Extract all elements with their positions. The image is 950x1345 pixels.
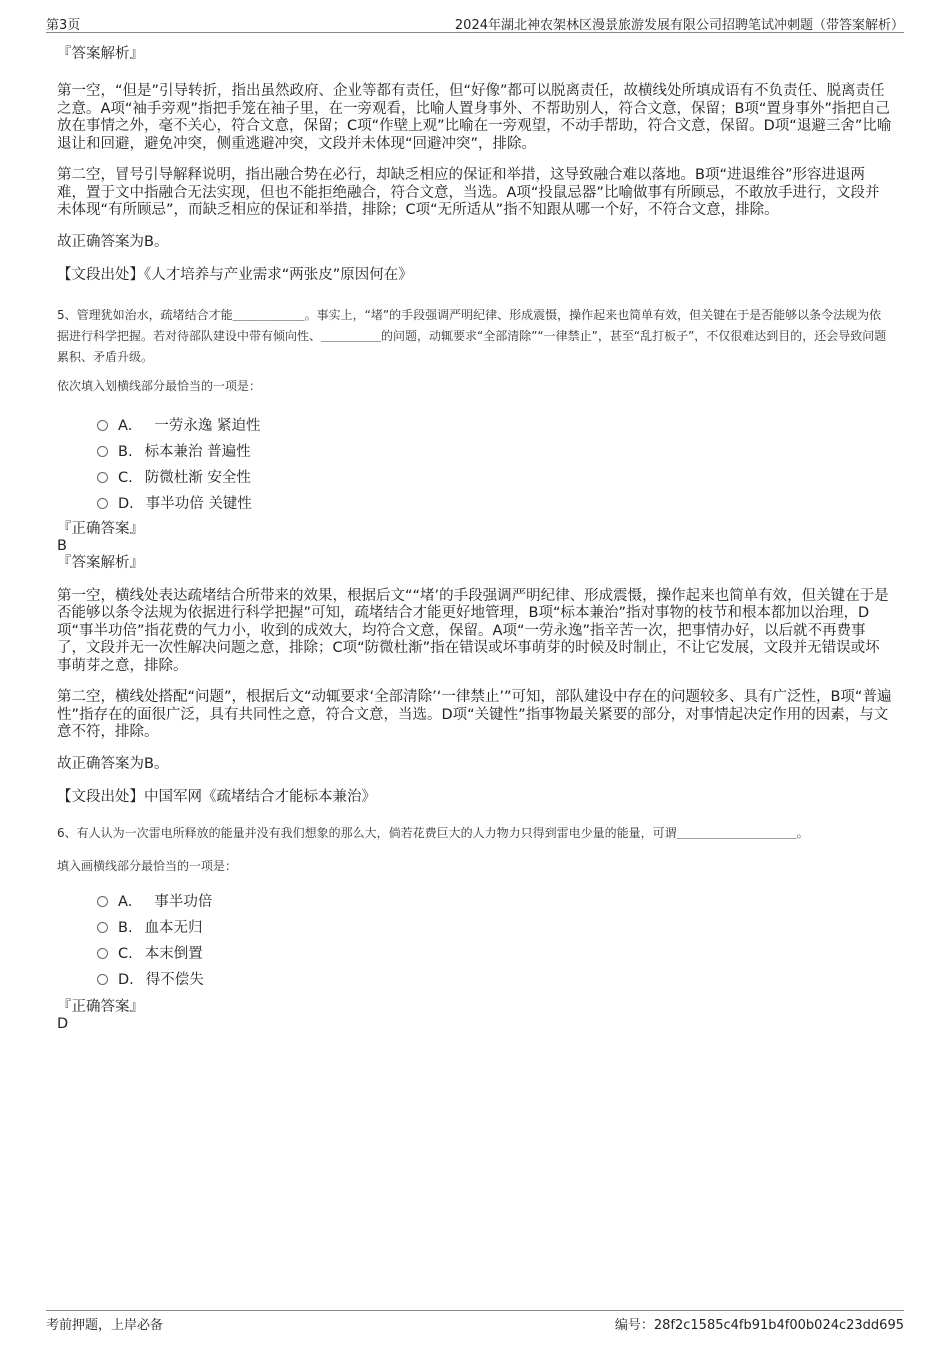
question-stem: 6、有人认为一次雷电所释放的能量并没有我们想象的那么大，倘若花费巨大的人力物力只得到雷电少量的能量，可谓＿＿＿＿＿＿＿＿＿＿。 (57, 825, 809, 840)
analysis-label: 『答案解析』 (57, 554, 144, 571)
radio-icon[interactable] (97, 472, 108, 483)
radio-icon[interactable] (97, 446, 108, 457)
question-prompt: 依次填入划横线部分最恰当的一项是： (57, 378, 262, 393)
answer-conclusion: 故正确答案为B。 (57, 233, 169, 250)
analysis-paragraph: 第二空，冒号引导解释说明，指出融合势在必行，却缺乏相应的保证和举措，这导致融合难以落地。B项“进退维谷”形容进退两难，置于文中指融合无法实现，但也不能拒绝融合，符合文意，当选。A项“投鼠忌器”比喻做事有所顾忌，不敢放手进行，文段并未体现“有所顾忌”，而缺乏相应的保证和举措，排除；C项“无所适从”指不知跟从哪一个好，不符合文意，排除。 (57, 167, 880, 218)
radio-icon[interactable] (97, 498, 108, 509)
radio-icon[interactable] (97, 420, 108, 431)
option-b[interactable]: B. 血本无归 (97, 915, 892, 941)
question-stem: 5、管理犹如治水，疏堵结合才能＿＿＿＿＿＿。事实上，“堵”的手段强调严明纪律、形成震慑，操作起来也简单有效，但关键在于是否能够以条令法规为依据进行科学把握。若对待部队建设中带有倾向性、＿＿＿＿＿的问题，动辄要求“全部清除”“一律禁止”，甚至“乱打板子”，不仅很难达到目的，还会导致问题累积、矛盾升级。 (57, 307, 887, 364)
option-a[interactable]: A． 一劳永逸 紧迫性 (97, 413, 892, 439)
page-footer (46, 1310, 904, 1331)
option-b[interactable]: B. 标本兼治 普遍性 (97, 439, 892, 465)
page-header (46, 12, 904, 33)
answer-conclusion: 故正确答案为B。 (57, 755, 169, 772)
option-a[interactable]: A． 事半功倍 (97, 889, 892, 915)
analysis-paragraph: 第二空，横线处搭配“问题”，根据后文“动辄要求‘全部清除’‘一律禁止’”可知，部队建设中存在的问题较多、具有广泛性，B项“普遍性”指存在的面很广泛，具有共同性之意，符合文意，当选。D项“关键性”指事物最关紧要的部分，对事情起决定作用的因素，与文意不符，排除。 (57, 689, 892, 740)
analysis-label: 『答案解析』 (57, 46, 144, 62)
correct-answer: B (57, 537, 67, 554)
option-c[interactable]: C. 本末倒置 (97, 941, 892, 967)
radio-icon[interactable] (97, 974, 108, 985)
footer-slogan: 考前押题，上岸必备 (46, 1318, 164, 1333)
source-line: 【文段出处】中国军网《疏堵结合才能标本兼治》 (57, 789, 376, 805)
option-list (57, 413, 892, 517)
option-c[interactable]: C. 防微杜渐 安全性 (97, 465, 892, 491)
option-list (57, 889, 892, 993)
option-d[interactable]: D. 事半功倍 关键性 (97, 491, 892, 517)
document-title: 2024年湖北神农架林区漫景旅游发展有限公司招聘笔试冲刺题（带答案解析） (454, 18, 904, 33)
option-d[interactable]: D. 得不偿失 (97, 967, 892, 993)
correct-answer: D (57, 1015, 69, 1032)
question-prompt: 填入画横线部分最恰当的一项是： (57, 858, 238, 873)
page-number: 第3页 (46, 18, 81, 33)
analysis-paragraph: 第一空，横线处表达疏堵结合所带来的效果，根据后文““堵’的手段强调严明纪律、形成震慑，操作起来也简单有效，但关键在于是否能够以条令法规为依据进行科学把握”可知，疏堵结合才能更好地管理，B项“标本兼治”指对事物的枝节和根本都加以治理，D项“事半功倍”指花费的气力小，收到的成效大，均符合文意，保留。A项“一劳永逸”指辛苦一次，把事情办好，以后就不再费事了，文段并无一次性解决问题之意，排除；C项“防微杜渐”指在错误或坏事萌芽的时候及时制止，不让它发展，文段并无错误或坏事萌芽之意，排除。 (57, 587, 889, 674)
radio-icon[interactable] (97, 922, 108, 933)
correct-answer-label: 『正确答案』 (57, 998, 144, 1015)
document-id: 编号：28f2c1585c4fb91b4f00b024c23dd695 (614, 1318, 904, 1333)
radio-icon[interactable] (97, 896, 108, 907)
correct-answer-label: 『正确答案』 (57, 520, 144, 537)
radio-icon[interactable] (97, 948, 108, 959)
analysis-paragraph: 第一空，“但是”引导转折，指出虽然政府、企业等都有责任，但“好像”都可以脱离责任，故横线处所填成语有不负责任、脱离责任之意。A项“袖手旁观”指把手笼在袖子里，在一旁观看，比喻人置身事外、不帮助别人，符合文意，保留；B项“置身事外”指把自己放在事情之外，毫不关心，符合文意，保留；C项“作壁上观”比喻在一旁观望，不动手帮助，符合文意，保留。D项“退避三舍”比喻退让和回避，避免冲突，侧重逃避冲突，文段并未体现“回避冲突”，排除。 (57, 83, 892, 152)
document-body (57, 46, 892, 1033)
source-line: 【文段出处】《人才培养与产业需求“两张皮”原因何在》 (57, 267, 413, 283)
